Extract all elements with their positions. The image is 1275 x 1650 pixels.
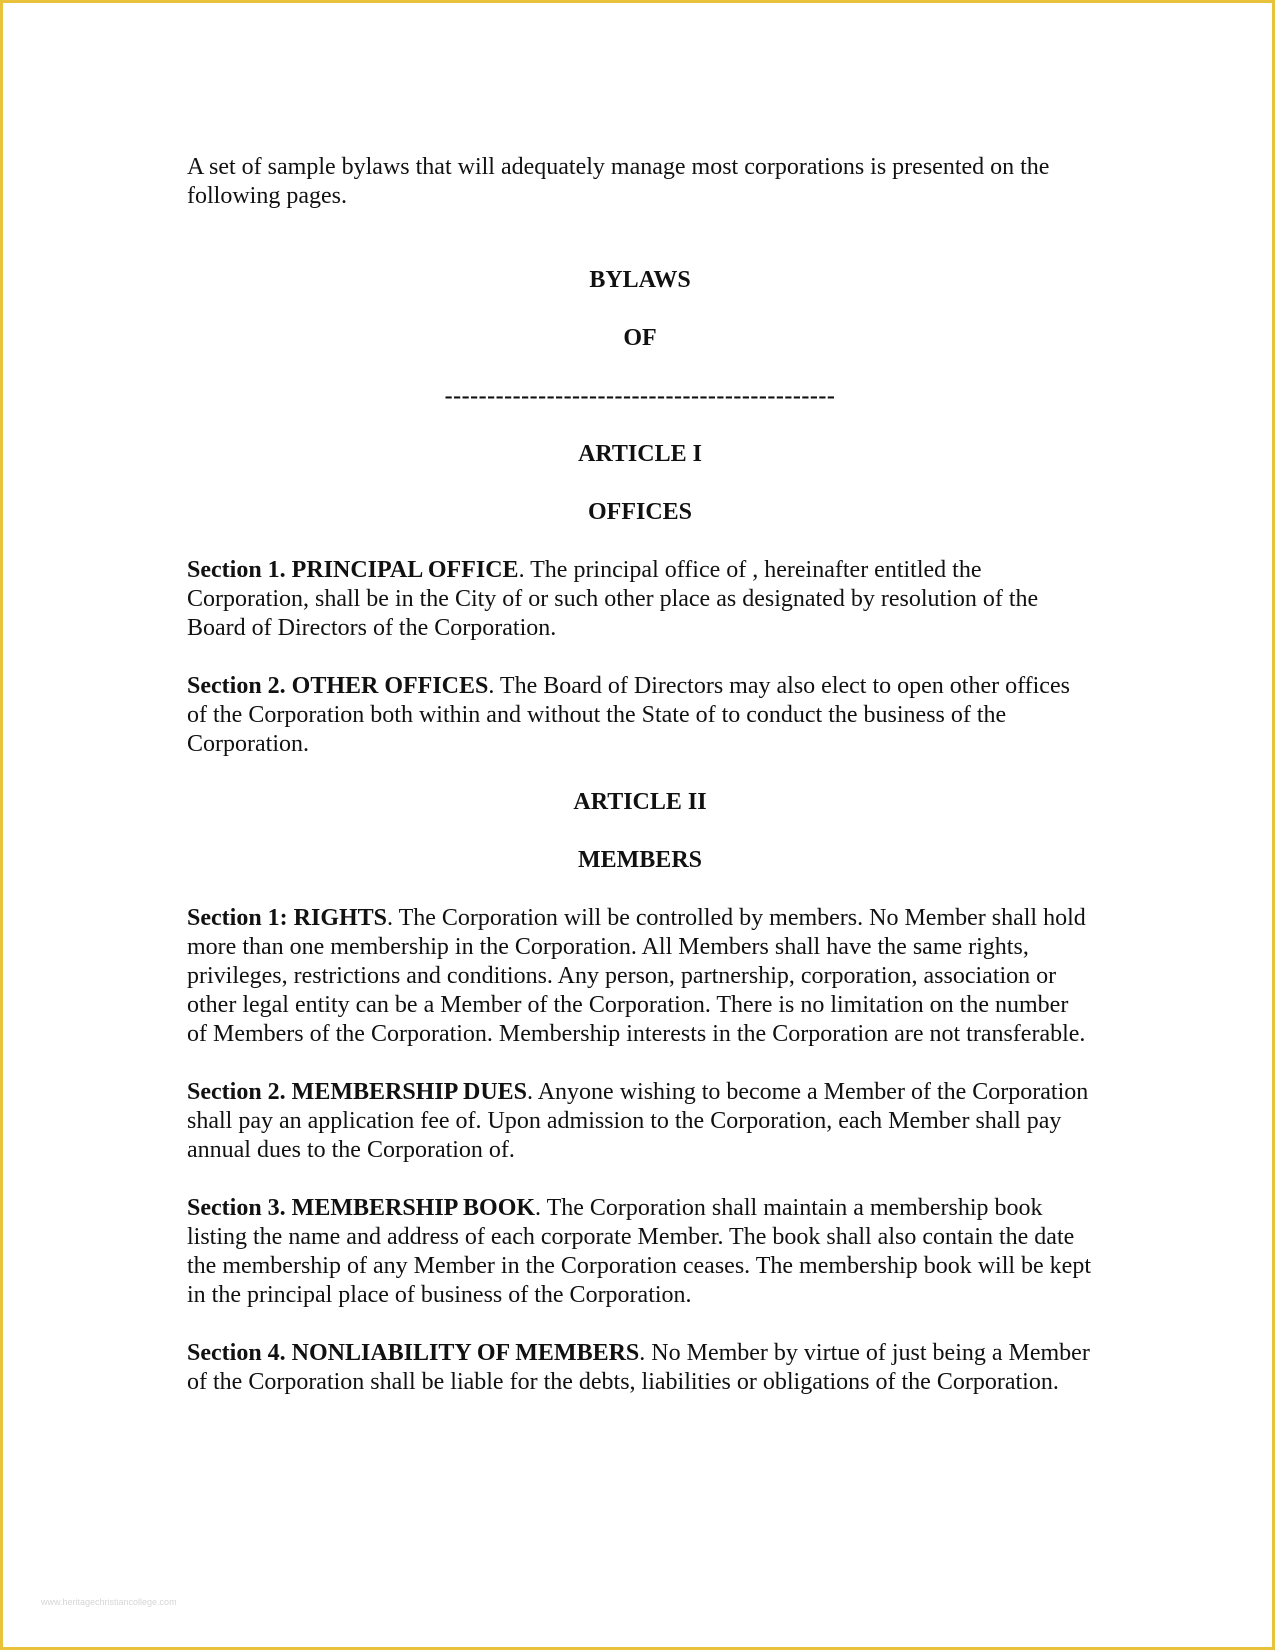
article-2-section-3 — [187, 1194, 1093, 1310]
article-2-section-1 — [187, 904, 1093, 1049]
section-text: . No Member by virtue of just being a Member of the Corporation shall be liable for the debts, liabilities or obligations of the Corporation. — [187, 1340, 1090, 1395]
section-title: Section 2. OTHER OFFICES — [187, 673, 489, 699]
section-title: Section 1. PRINCIPAL OFFICE — [187, 557, 519, 583]
of-heading: OF — [623, 325, 657, 351]
article-1-heading: ARTICLE I — [578, 441, 702, 467]
article-1-section-2 — [187, 672, 1093, 759]
watermark-text: www.heritagechristiancollege.com — [41, 1597, 177, 1607]
intro-paragraph: A set of sample bylaws that will adequately manage most corporations is presented on the following pages. — [187, 154, 1050, 209]
article-2-section-2 — [187, 1078, 1093, 1165]
offices-heading: OFFICES — [587, 499, 692, 525]
section-title: Section 3. MEMBERSHIP BOOK — [187, 1195, 536, 1221]
section-title: Section 1: RIGHTS — [187, 905, 388, 931]
corporation-name-blank: ---------------------------------------------- — [444, 383, 836, 409]
section-text: . The Board of Directors may also elect to open other offices of the Corporation both within and without the State of to conduct the business of the Corporation. — [187, 673, 1070, 757]
section-title: Section 4. NONLIABILITY OF MEMBERS — [187, 1340, 640, 1366]
document-body — [187, 153, 1093, 1426]
section-text: . Anyone wishing to become a Member of the Corporation shall pay an application fee of. Upon admission to the Corporation, each Member shall pay annual dues to the Corporation of. — [187, 1079, 1089, 1163]
section-title: Section 2. MEMBERSHIP DUES — [187, 1079, 528, 1105]
article-1-section-1 — [187, 556, 1093, 643]
article-2-section-4 — [187, 1339, 1093, 1397]
section-text: . The principal office of , hereinafter entitled the Corporation, shall be in the City of or such other place as designated by resolution of the Board of Directors of the Corporation. — [187, 557, 1039, 641]
section-text: . The Corporation shall maintain a membership book listing the name and address of each corporate Member. The book shall also contain the date the membership of any Member in the Corporation ceases. The membership book will be kept in the principal place of business of the Corporation. — [187, 1195, 1091, 1308]
article-2-heading: ARTICLE II — [573, 789, 707, 815]
members-heading: MEMBERS — [577, 847, 702, 873]
section-text: . The Corporation will be controlled by members. No Member shall hold more than one membership in the Corporation. All Members shall have the same rights, privileges, restrictions and conditions. Any person, partnership, corporation, association or other legal entity can be a Member of the Corporation. There is no limitation on the number of Members of the Corporation. Membership interests in the Corporation are not transferable. — [187, 905, 1086, 1047]
bylaws-heading: BYLAWS — [589, 267, 691, 293]
